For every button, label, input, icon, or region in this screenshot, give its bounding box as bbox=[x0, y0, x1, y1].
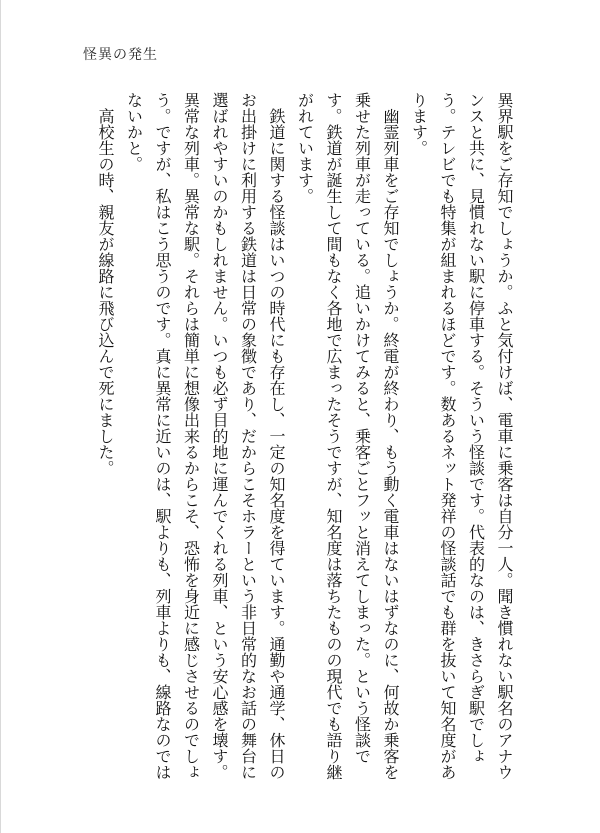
paragraph-4: 高校生の時、親友が線路に飛び込んで死にました。 bbox=[96, 108, 115, 476]
paragraph-1: 異界駅をご存知でしょうか。ふと気付けば、電車に乗客は自分一人。聞き慣れない駅名のアナウンスと共に、見慣れない駅に停車する。そういう怪談です。代表的なのは、きさらぎ駅でしょう。テレビでも特集が組まれるほどです。数あるネット発祥の怪談話でも群を抜いて知名度があります。 bbox=[409, 92, 514, 780]
paragraph-3: 鉄道に関する怪談はいつの時代にも存在し、一定の知名度を得ています。通勤や通学、休日のお出掛けに利用する鉄道は日常の象徴であり、だからこそホラーという非日常的なお話の舞台に選ばれやすいのかもしれません。いつも必ず目的地に運んでくれる列車、という安心感を壊す。異常な列車。異常な駅。それらは簡単に想像出来るからこそ、恐怖を身近に感じさせるのでしょう。ですが、私はこう思うのです。真に異常に近いのは、駅よりも、列車よりも、線路なのではないかと。 bbox=[124, 92, 286, 780]
chapter-title: 怪異の発生 bbox=[83, 47, 158, 63]
paragraph-2: 幽霊列車をご存知でしょうか。終電が終わり、もう動く電車はないはずなのに、何故か乗客を乗せた列車が走っている。追いかけてみると、乗客ごとフッと消えてしまった。という怪談です。鉄道が誕生して間もなく各地で広まったそうですが、知名度は落ちたものの現代でも語り継がれています。 bbox=[295, 92, 400, 780]
body-text bbox=[91, 92, 519, 792]
